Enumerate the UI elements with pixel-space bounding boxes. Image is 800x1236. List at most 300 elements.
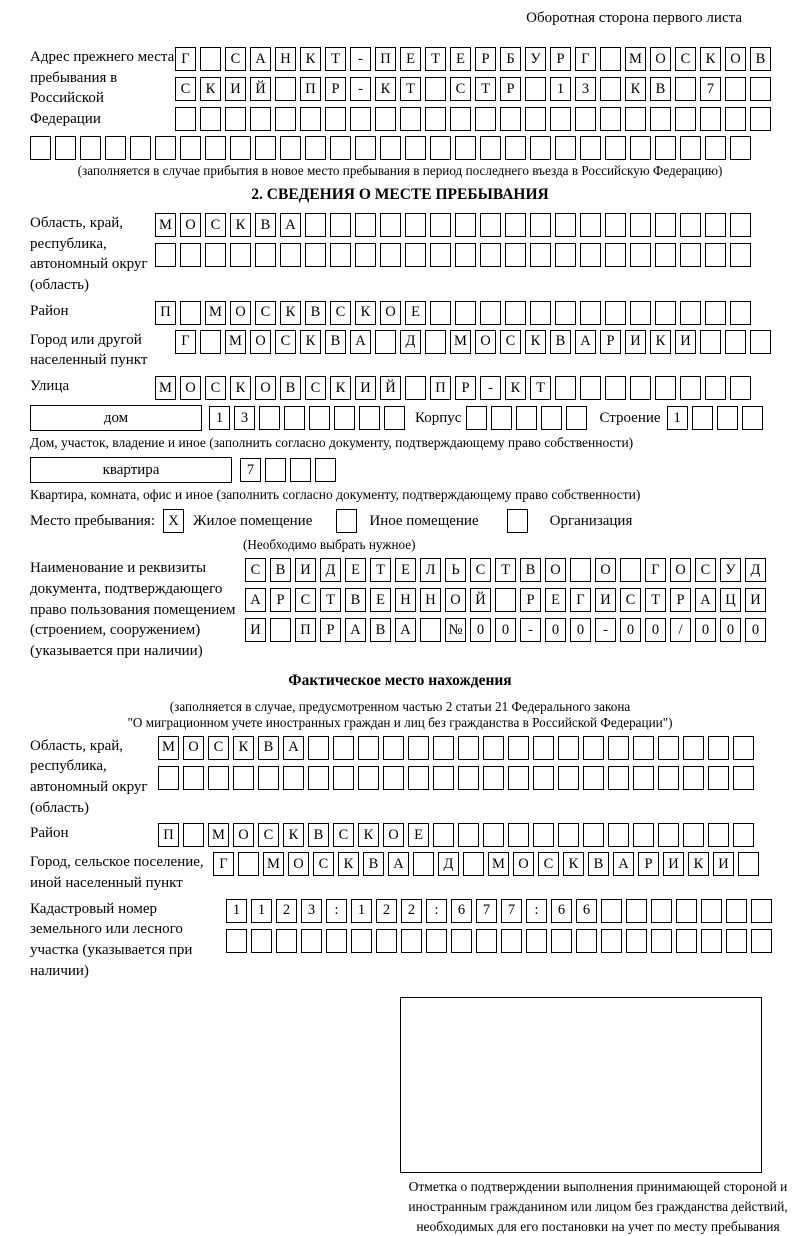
- char-cell: 1: [209, 406, 230, 430]
- char-cell: О: [545, 558, 566, 582]
- actual-city-block: [30, 852, 770, 893]
- char-cell: [725, 77, 746, 101]
- char-cell: Р: [320, 618, 341, 642]
- street-row: [155, 376, 751, 400]
- char-cell: [30, 136, 51, 160]
- char-cell: [430, 136, 451, 160]
- char-cell: Г: [570, 588, 591, 612]
- char-cell: [483, 766, 504, 790]
- char-cell: [130, 136, 151, 160]
- char-cell: Р: [325, 77, 346, 101]
- char-cell: К: [233, 736, 254, 760]
- char-cell: Д: [320, 558, 341, 582]
- char-cell: [283, 766, 304, 790]
- city-block: [30, 330, 770, 371]
- char-cell: [655, 243, 676, 267]
- char-cell: [700, 330, 721, 354]
- char-cell: [717, 406, 738, 430]
- checkbox-zhiloe: X: [163, 509, 184, 533]
- char-cell: [583, 766, 604, 790]
- char-cell: К: [230, 213, 251, 237]
- house-row: [30, 405, 770, 431]
- char-cell: [334, 406, 355, 430]
- char-cell: О: [380, 301, 401, 325]
- char-cell: [608, 823, 629, 847]
- char-cell: Й: [470, 588, 491, 612]
- char-cell: [705, 243, 726, 267]
- actual-region-row-1: [158, 736, 754, 760]
- char-cell: [200, 47, 221, 71]
- char-cell: [475, 107, 496, 131]
- char-cell: Т: [475, 77, 496, 101]
- char-cell: [580, 243, 601, 267]
- char-cell: [658, 766, 679, 790]
- document-row-1: [245, 558, 766, 582]
- char-cell: 1: [226, 899, 247, 923]
- char-cell: Р: [670, 588, 691, 612]
- char-cell: В: [363, 852, 384, 876]
- char-cell: [376, 929, 397, 953]
- char-cell: С: [255, 301, 276, 325]
- char-cell: В: [305, 301, 326, 325]
- char-cell: [701, 899, 722, 923]
- char-cell: А: [388, 852, 409, 876]
- char-cell: [351, 929, 372, 953]
- char-cell: [330, 243, 351, 267]
- char-cell: [466, 406, 487, 430]
- char-cell: [480, 213, 501, 237]
- char-cell: -: [595, 618, 616, 642]
- char-cell: М: [225, 330, 246, 354]
- char-cell: С: [205, 376, 226, 400]
- char-cell: [583, 736, 604, 760]
- char-cell: О: [595, 558, 616, 582]
- region-row-2: [155, 243, 751, 267]
- char-cell: [708, 766, 729, 790]
- char-cell: О: [180, 376, 201, 400]
- char-cell: [355, 243, 376, 267]
- char-cell: В: [258, 736, 279, 760]
- char-cell: К: [300, 47, 321, 71]
- char-cell: [333, 736, 354, 760]
- actual-location-caption-2: "О миграционном учете иностранных граждан и лиц без гражданства в Российской Федерации"): [127, 714, 673, 730]
- char-cell: [530, 301, 551, 325]
- actual-district-row: [158, 823, 754, 847]
- section2-title: 2. СВЕДЕНИЯ О МЕСТЕ ПРЕБЫВАНИЯ: [251, 186, 549, 203]
- char-cell: [680, 243, 701, 267]
- char-cell: С: [305, 376, 326, 400]
- char-cell: [605, 136, 626, 160]
- char-cell: [650, 107, 671, 131]
- char-cell: 3: [234, 406, 255, 430]
- char-cell: [200, 330, 221, 354]
- char-cell: Ь: [445, 558, 466, 582]
- char-cell: [455, 243, 476, 267]
- char-cell: [491, 406, 512, 430]
- char-cell: [205, 243, 226, 267]
- char-cell: С: [330, 301, 351, 325]
- char-cell: [505, 243, 526, 267]
- char-cell: [425, 77, 446, 101]
- char-cell: В: [370, 618, 391, 642]
- apartment-caption: Квартира, комната, офис и иное (заполнить согласно документу, подтверждающему право собственности): [30, 487, 641, 503]
- char-cell: [600, 47, 621, 71]
- char-cell: К: [525, 330, 546, 354]
- char-cell: [430, 243, 451, 267]
- char-cell: [651, 929, 672, 953]
- char-cell: В: [520, 558, 541, 582]
- char-cell: [501, 929, 522, 953]
- char-cell: [551, 929, 572, 953]
- char-cell: [305, 243, 326, 267]
- char-cell: Р: [600, 330, 621, 354]
- char-cell: [733, 766, 754, 790]
- char-cell: [675, 77, 696, 101]
- char-cell: К: [358, 823, 379, 847]
- char-cell: [601, 929, 622, 953]
- stay-type-row: [30, 509, 770, 533]
- char-cell: Е: [400, 47, 421, 71]
- char-cell: В: [550, 330, 571, 354]
- char-cell: А: [695, 588, 716, 612]
- char-cell: [533, 766, 554, 790]
- char-cell: [675, 107, 696, 131]
- char-cell: 6: [576, 899, 597, 923]
- option-zhiloe-label: Жилое помещение: [193, 512, 313, 529]
- char-cell: К: [330, 376, 351, 400]
- actual-location-caption-1: (заполняется в случае, предусмотренном частью 2 статьи 21 Федерального закона: [169, 698, 631, 714]
- char-cell: [580, 376, 601, 400]
- char-cell: [550, 107, 571, 131]
- char-cell: Л: [420, 558, 441, 582]
- char-cell: [280, 243, 301, 267]
- char-cell: [530, 243, 551, 267]
- char-cell: [558, 736, 579, 760]
- char-cell: 7: [476, 899, 497, 923]
- char-cell: [683, 823, 704, 847]
- stamp-caption: Отметка о подтверждении выполнения принимающей стороной и иностранным гражданином или лицом без гражданства действий, необходимых для его постановки на учет по месту пребывания: [408, 1179, 788, 1234]
- char-cell: 0: [545, 618, 566, 642]
- page-header-note: Оборотная сторона первого листа: [526, 10, 742, 26]
- char-cell: [705, 301, 726, 325]
- char-cell: [555, 301, 576, 325]
- char-cell: [300, 107, 321, 131]
- char-cell: [605, 243, 626, 267]
- char-cell: С: [245, 558, 266, 582]
- char-cell: С: [500, 330, 521, 354]
- char-cell: О: [445, 588, 466, 612]
- char-cell: [480, 301, 501, 325]
- char-cell: 0: [495, 618, 516, 642]
- char-cell: [533, 823, 554, 847]
- actual-city-label: Город, сельское поселение, иной населенный пункт: [30, 854, 204, 891]
- char-cell: [555, 136, 576, 160]
- stay-type-label: Место пребывания:: [30, 512, 155, 529]
- char-cell: И: [245, 618, 266, 642]
- char-cell: [433, 823, 454, 847]
- korpus-cells: [466, 406, 587, 430]
- char-cell: [375, 107, 396, 131]
- char-cell: 0: [645, 618, 666, 642]
- char-cell: [505, 213, 526, 237]
- korpus-label: Корпус: [415, 409, 462, 426]
- char-cell: [405, 213, 426, 237]
- char-cell: С: [295, 588, 316, 612]
- char-cell: К: [625, 77, 646, 101]
- char-cell: И: [745, 588, 766, 612]
- char-cell: [308, 766, 329, 790]
- cadastral-label: Кадастровый номер земельного или лесного участка (указывается при наличии): [30, 900, 193, 979]
- char-cell: [463, 852, 484, 876]
- char-cell: [708, 823, 729, 847]
- char-cell: -: [520, 618, 541, 642]
- char-cell: [458, 736, 479, 760]
- char-cell: Р: [270, 588, 291, 612]
- char-cell: С: [538, 852, 559, 876]
- char-cell: [508, 823, 529, 847]
- char-cell: [284, 406, 305, 430]
- char-cell: С: [450, 77, 471, 101]
- char-cell: [458, 766, 479, 790]
- char-cell: 1: [550, 77, 571, 101]
- char-cell: О: [650, 47, 671, 71]
- char-cell: [630, 136, 651, 160]
- char-cell: [183, 766, 204, 790]
- char-cell: С: [208, 736, 229, 760]
- char-cell: [455, 301, 476, 325]
- char-cell: [405, 136, 426, 160]
- char-cell: Р: [455, 376, 476, 400]
- char-cell: 1: [351, 899, 372, 923]
- actual-region-row-2: [158, 766, 754, 790]
- char-cell: 1: [251, 899, 272, 923]
- char-cell: К: [563, 852, 584, 876]
- prev-address-row-4: [30, 136, 770, 160]
- char-cell: [733, 823, 754, 847]
- document-row-3: [245, 618, 766, 642]
- char-cell: [333, 766, 354, 790]
- char-cell: [230, 243, 251, 267]
- char-cell: Г: [175, 47, 196, 71]
- char-cell: О: [250, 330, 271, 354]
- char-cell: [680, 376, 701, 400]
- char-cell: [751, 929, 772, 953]
- char-cell: [180, 301, 201, 325]
- char-cell: [580, 213, 601, 237]
- char-cell: [270, 618, 291, 642]
- char-cell: 0: [695, 618, 716, 642]
- char-cell: О: [475, 330, 496, 354]
- char-cell: М: [488, 852, 509, 876]
- char-cell: [526, 929, 547, 953]
- char-cell: В: [270, 558, 291, 582]
- char-cell: К: [280, 301, 301, 325]
- char-cell: [655, 376, 676, 400]
- char-cell: [309, 406, 330, 430]
- char-cell: Е: [370, 588, 391, 612]
- char-cell: О: [180, 213, 201, 237]
- prev-address-block: [30, 47, 770, 131]
- char-cell: [458, 823, 479, 847]
- char-cell: Н: [395, 588, 416, 612]
- char-cell: [730, 301, 751, 325]
- char-cell: [500, 107, 521, 131]
- char-cell: О: [183, 736, 204, 760]
- char-cell: 3: [301, 899, 322, 923]
- char-cell: [233, 766, 254, 790]
- char-cell: Г: [175, 330, 196, 354]
- char-cell: [655, 213, 676, 237]
- char-cell: -: [350, 47, 371, 71]
- char-cell: В: [750, 47, 771, 71]
- apartment-type-box: квартира: [30, 457, 232, 483]
- char-cell: [413, 852, 434, 876]
- char-cell: К: [355, 301, 376, 325]
- char-cell: [483, 823, 504, 847]
- char-cell: :: [526, 899, 547, 923]
- char-cell: [705, 213, 726, 237]
- char-cell: [208, 766, 229, 790]
- char-cell: [733, 736, 754, 760]
- char-cell: [525, 107, 546, 131]
- char-cell: [380, 213, 401, 237]
- char-cell: Й: [380, 376, 401, 400]
- char-cell: [730, 213, 751, 237]
- char-cell: П: [375, 47, 396, 71]
- char-cell: [505, 301, 526, 325]
- char-cell: [251, 929, 272, 953]
- char-cell: 7: [240, 458, 261, 482]
- document-row-2: [245, 588, 766, 612]
- region-label: Область, край, республика, автономный округ (область): [30, 215, 148, 294]
- char-cell: [516, 406, 537, 430]
- char-cell: Е: [545, 588, 566, 612]
- char-cell: [555, 243, 576, 267]
- char-cell: [480, 136, 501, 160]
- char-cell: Т: [370, 558, 391, 582]
- char-cell: -: [350, 77, 371, 101]
- char-cell: [430, 301, 451, 325]
- char-cell: [325, 107, 346, 131]
- house-type-box: дом: [30, 405, 202, 431]
- char-cell: [576, 929, 597, 953]
- char-cell: О: [725, 47, 746, 71]
- char-cell: 6: [451, 899, 472, 923]
- char-cell: Ц: [720, 588, 741, 612]
- char-cell: [230, 136, 251, 160]
- char-cell: [533, 736, 554, 760]
- char-cell: [630, 213, 651, 237]
- street-label: Улица: [30, 378, 70, 395]
- house-caption: Дом, участок, владение и иное (заполнить согласно документу, подтверждающему право собственности): [30, 435, 634, 451]
- char-cell: А: [345, 618, 366, 642]
- char-cell: Т: [645, 588, 666, 612]
- char-cell: [408, 766, 429, 790]
- char-cell: С: [333, 823, 354, 847]
- char-cell: С: [275, 330, 296, 354]
- char-cell: [705, 376, 726, 400]
- char-cell: [301, 929, 322, 953]
- char-cell: [276, 929, 297, 953]
- char-cell: [730, 136, 751, 160]
- option-org-label: Организация: [549, 512, 633, 529]
- char-cell: Т: [530, 376, 551, 400]
- char-cell: [738, 852, 759, 876]
- char-cell: [383, 766, 404, 790]
- char-cell: В: [588, 852, 609, 876]
- char-cell: [508, 766, 529, 790]
- char-cell: П: [295, 618, 316, 642]
- stamp-box: [400, 997, 762, 1173]
- char-cell: [558, 766, 579, 790]
- prev-address-row-2: [175, 77, 771, 101]
- char-cell: [730, 243, 751, 267]
- char-cell: [583, 823, 604, 847]
- char-cell: [508, 736, 529, 760]
- char-cell: [158, 766, 179, 790]
- char-cell: [605, 213, 626, 237]
- city-row: [175, 330, 771, 371]
- char-cell: №: [445, 618, 466, 642]
- char-cell: [555, 213, 576, 237]
- char-cell: [630, 243, 651, 267]
- char-cell: [751, 899, 772, 923]
- apartment-row: [30, 457, 770, 483]
- char-cell: [420, 618, 441, 642]
- prev-address-label: Адрес прежнего места пребывания в Российской Федерации: [30, 49, 175, 128]
- char-cell: С: [675, 47, 696, 71]
- char-cell: [608, 736, 629, 760]
- char-cell: К: [300, 330, 321, 354]
- char-cell: У: [720, 558, 741, 582]
- prev-address-caption: (заполняется в случае прибытия в новое место пребывания в период последнего въезда в Российскую Федерацию): [77, 163, 723, 178]
- prev-address-row-1: [175, 47, 771, 71]
- char-cell: :: [426, 899, 447, 923]
- char-cell: [455, 136, 476, 160]
- char-cell: Г: [575, 47, 596, 71]
- char-cell: К: [650, 330, 671, 354]
- char-cell: М: [155, 213, 176, 237]
- house-number-cells: [209, 406, 405, 430]
- char-cell: [380, 243, 401, 267]
- char-cell: М: [625, 47, 646, 71]
- char-cell: [626, 899, 647, 923]
- char-cell: [658, 736, 679, 760]
- char-cell: [580, 136, 601, 160]
- char-cell: [483, 736, 504, 760]
- char-cell: [633, 736, 654, 760]
- char-cell: [425, 330, 446, 354]
- district-label: Район: [30, 302, 69, 319]
- char-cell: [308, 736, 329, 760]
- char-cell: А: [283, 736, 304, 760]
- char-cell: [742, 406, 763, 430]
- char-cell: П: [430, 376, 451, 400]
- char-cell: [730, 376, 751, 400]
- char-cell: С: [225, 47, 246, 71]
- char-cell: 1: [667, 406, 688, 430]
- char-cell: [625, 107, 646, 131]
- char-cell: Й: [250, 77, 271, 101]
- char-cell: [405, 376, 426, 400]
- char-cell: [275, 107, 296, 131]
- char-cell: :: [326, 899, 347, 923]
- char-cell: [655, 136, 676, 160]
- char-cell: В: [650, 77, 671, 101]
- char-cell: 2: [401, 899, 422, 923]
- char-cell: [600, 77, 621, 101]
- char-cell: [155, 136, 176, 160]
